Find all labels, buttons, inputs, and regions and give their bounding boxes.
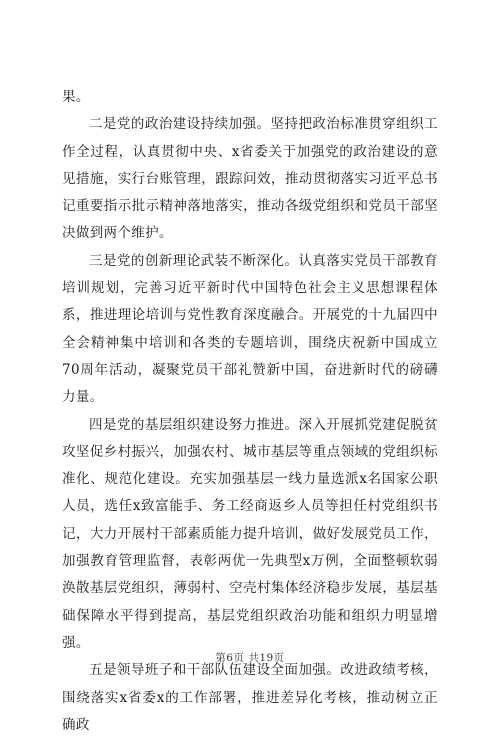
document-body bbox=[62, 84, 438, 739]
page-footer: 第6页 共19页 bbox=[215, 652, 285, 664]
paragraph-grassroots-organization: 四是党的基层组织建设努力推进。深入开展抓党建促脱贫攻坚促乡村振兴，加强农村、城市基层等重点领域的党组织标准化、规范化建设。充实加强基层一线力量选派x名国家公职人员，选任x致富能手、务工经商返乡人员等担任村党组织书记，大力开展村干部素质能力提升培训，做好发展党员工作，加强教育管理监督，表彰两优一先典型x万例，全面整顿软弱涣散基层党组织，薄弱村、空壳村集体经济稳步发展，基层基础保障水平得到提高，基层党组织政治功能和组织力明显增强。 bbox=[62, 416, 438, 651]
paragraph-continuation: 果。 bbox=[62, 89, 90, 105]
paragraph-leadership-cadres: 五是领导班子和干部队伍建设全面加强。改进政绩考核，围绕落实x省委x的工作部署，推进差异化考核，推动树立正确政 bbox=[62, 662, 438, 733]
paragraph-political-construction: 二是党的政治建设持续加强。坚持把政治标准贯穿组织工作全过程，认真贯彻中央、x省委关于加强党的政治建设的意见措施，实行台账管理，跟踪问效，推动贯彻落实习近平总书记重要指示批示精神落地落实，推动各级党组织和党员干部坚决做到两个维护。 bbox=[62, 116, 438, 242]
paragraph-theory-armament: 三是党的创新理论武装不断深化。认真落实党员干部教育培训规划，完善习近平新时代中国特色社会主义思想课程体系，推进理论培训与党性教育深度融合。开展党的十九届四中全会精神集中培训和各类的专题培训，围绕庆祝新中国成立70周年活动，凝聚党员干部礼赞新中国，奋进新时代的磅礴力量。 bbox=[62, 252, 438, 406]
